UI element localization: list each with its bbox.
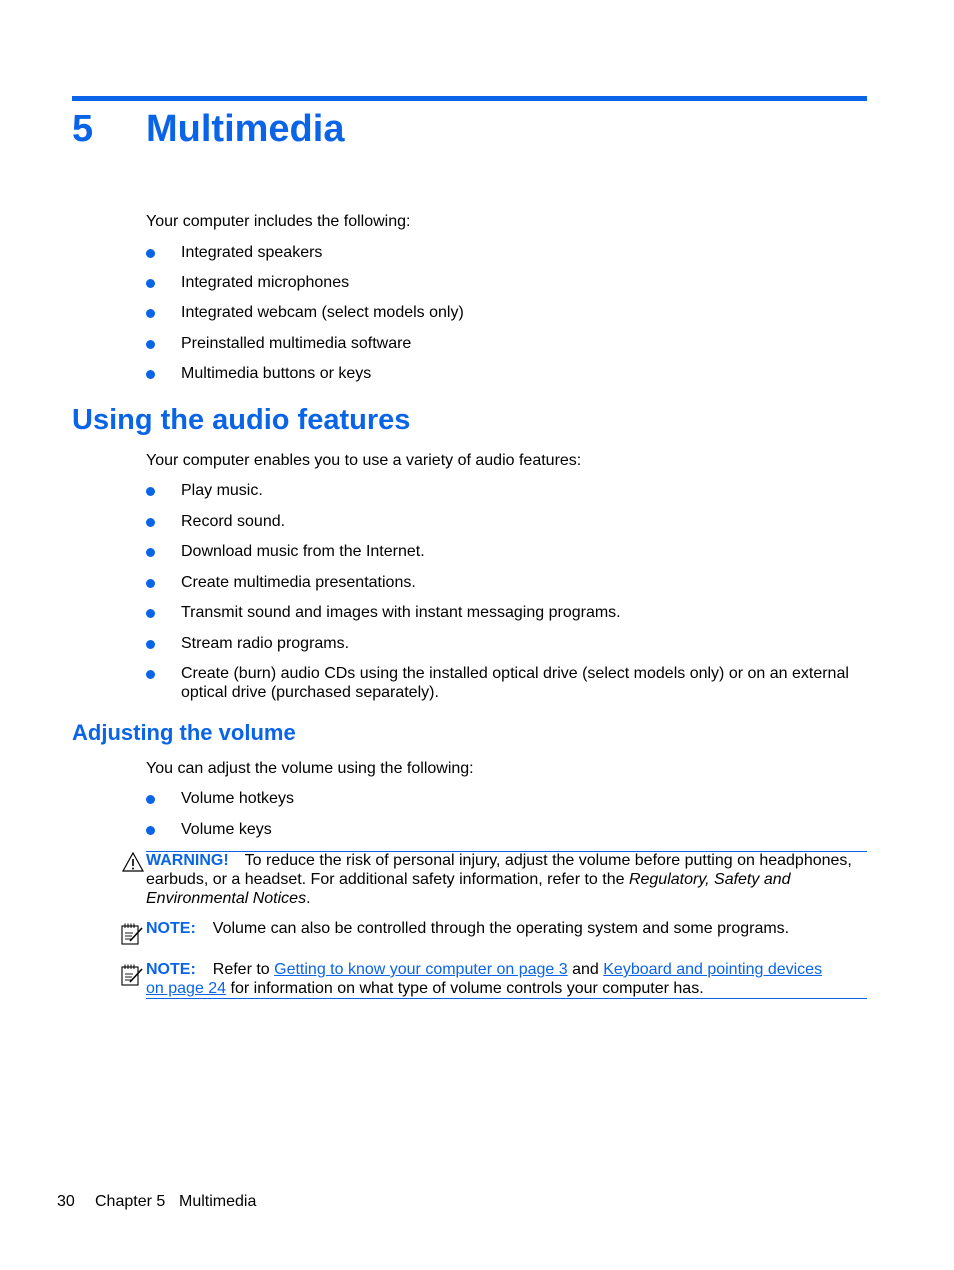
note-label: NOTE: [146,920,196,937]
warning-text: . [306,890,311,907]
bullet-icon [146,640,155,649]
list-item: Integrated speakers [181,244,323,261]
note-text: and [567,961,604,978]
list-item: Play music. [181,482,263,499]
note-callout [146,960,867,998]
chapter-title: Multimedia [146,108,345,150]
bullet-icon [146,579,155,588]
footer-page-number: 30 [57,1193,75,1210]
note-callout [146,919,867,938]
list-item: Volume hotkeys [181,790,294,807]
note-text: Refer to [212,961,275,978]
bullet-icon [146,249,155,258]
link-getting-to-know[interactable]: Getting to know your computer on page 3 [274,961,568,978]
list-item: Integrated webcam (select models only) [181,304,464,321]
bullet-icon [146,340,155,349]
chapter-number: 5 [72,108,94,150]
warning-text: earbuds, or a headset. For additional safety information, refer to the [146,871,629,888]
section-heading-volume: Adjusting the volume [72,720,296,745]
list-item: Create (burn) audio CDs using the installed optical drive (select models only) or on an external [181,665,849,682]
link-keyboard-pointing-page[interactable]: on page 24 [146,980,227,997]
bullet-icon [146,826,155,835]
chapter-rule [72,96,867,101]
list-item: Transmit sound and images with instant messaging programs. [181,604,621,621]
bullet-icon [146,795,155,804]
audio-lead: Your computer enables you to use a variety of audio features: [146,452,582,469]
list-item: Record sound. [181,513,286,530]
list-item: Integrated microphones [181,274,350,291]
list-item: Volume keys [181,821,272,838]
warning-label: WARNING! [146,852,229,869]
section-heading-audio: Using the audio features [72,404,411,436]
callout-rule [146,998,867,999]
intro-lead: Your computer includes the following: [146,213,411,230]
note-label: NOTE: [146,961,196,978]
warning-icon [122,852,144,877]
list-item-continuation: optical drive (purchased separately). [181,684,439,701]
bullet-icon [146,670,155,679]
bullet-icon [146,487,155,496]
note-icon [120,963,144,992]
footer-title: Multimedia [179,1193,257,1210]
note-text: Volume can also be controlled through the operating system and some programs. [212,920,790,937]
bullet-icon [146,609,155,618]
warning-text-italic: Regulatory, Safety and [628,871,791,888]
list-item: Download music from the Internet. [181,543,425,560]
footer-chapter: Chapter 5 [95,1193,166,1210]
warning-callout [146,851,867,908]
list-item: Multimedia buttons or keys [181,365,372,382]
list-item: Create multimedia presentations. [181,574,416,591]
note-text: for information on what type of volume controls your computer has. [226,980,704,997]
volume-lead: You can adjust the volume using the following: [146,760,474,777]
warning-text: To reduce the risk of personal injury, adjust the volume before putting on headphones, [244,852,852,869]
link-keyboard-pointing[interactable]: Keyboard and pointing devices [603,961,823,978]
bullet-icon [146,309,155,318]
warning-text-italic: Environmental Notices [146,890,307,907]
bullet-icon [146,548,155,557]
bullet-icon [146,279,155,288]
bullet-icon [146,518,155,527]
list-item: Preinstalled multimedia software [181,335,412,352]
note-icon [120,922,144,951]
bullet-icon [146,370,155,379]
list-item: Stream radio programs. [181,635,350,652]
